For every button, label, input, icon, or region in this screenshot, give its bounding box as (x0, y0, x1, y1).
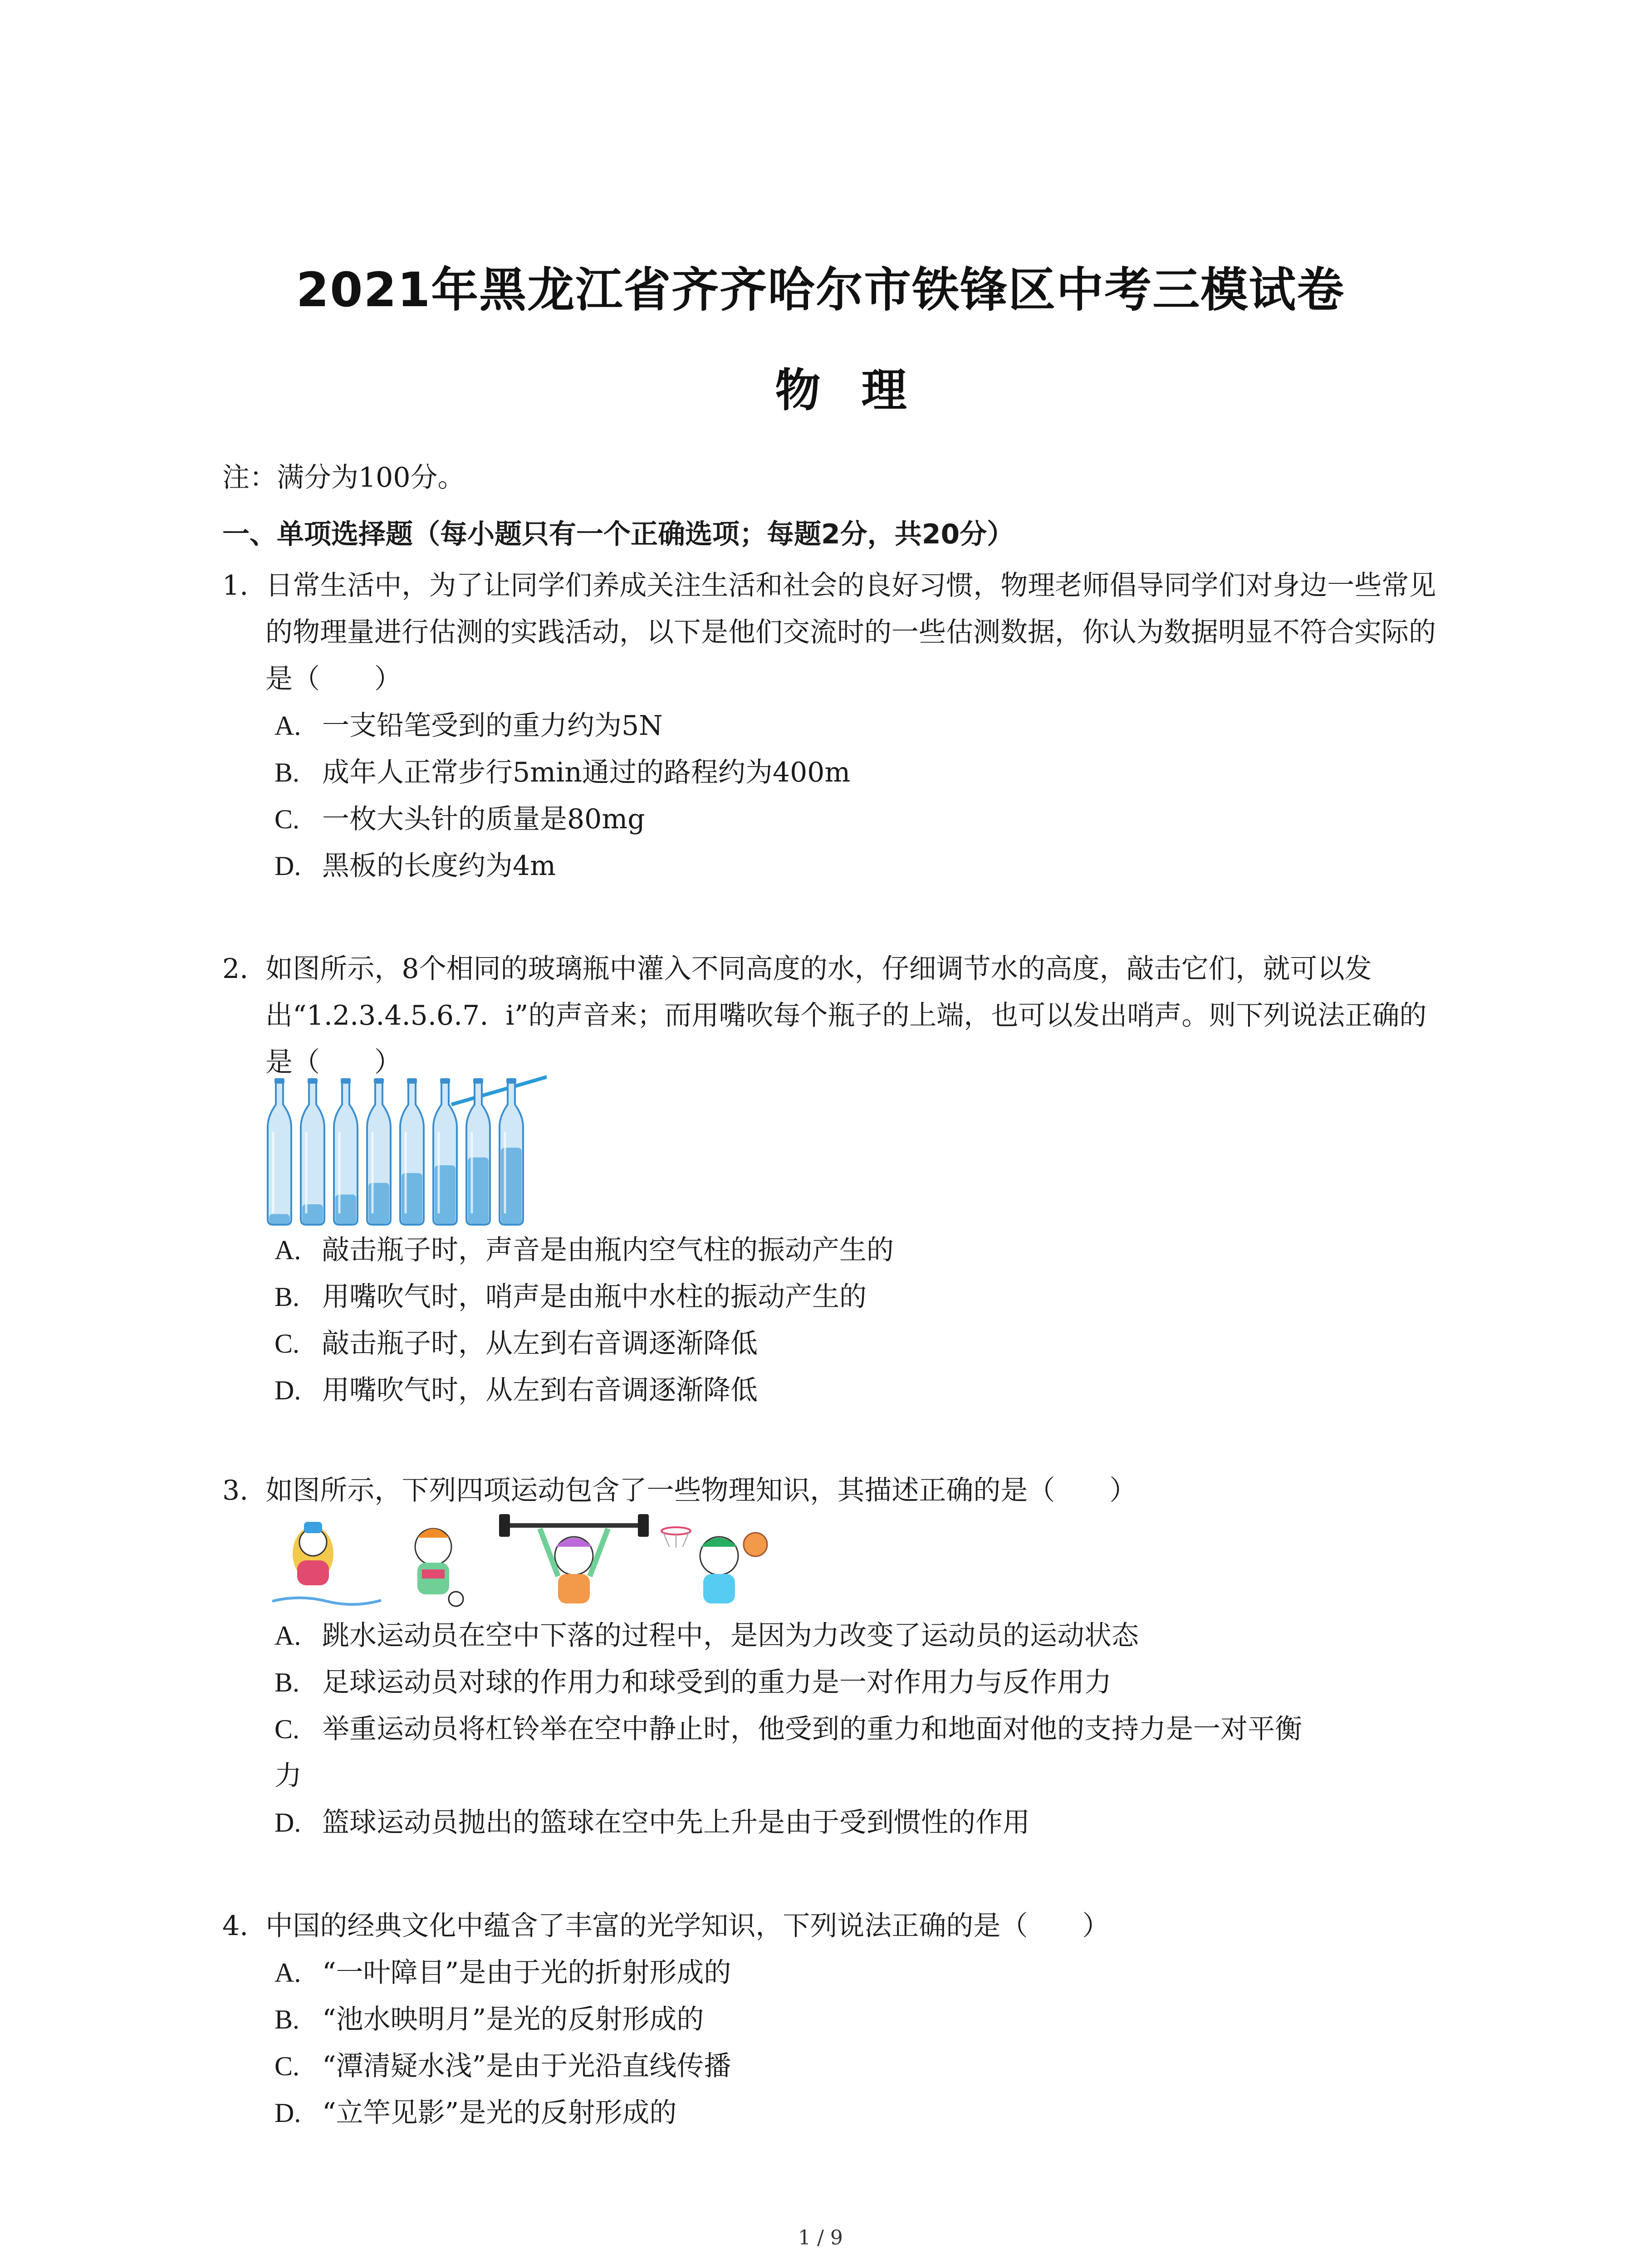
option-key: A. (274, 1958, 301, 1988)
option-d[interactable] (222, 2090, 1447, 2136)
weightlifter-mascot (499, 1514, 649, 1603)
option-key: C. (274, 804, 300, 834)
option-c[interactable] (222, 796, 1447, 843)
question-stem: 2. 如图所示，8个相同的玻璃瓶中灌入不同高度的水，仔细调节水的高度，敲击它们，就可以发出“1.2.3.4.5.6.7. i”的声音来；而用嘴吹每个瓶子的上端，也可以发出哨声。则下列说法正确的是（ ） (222, 953, 1427, 1078)
option-key: C. (274, 1714, 300, 1744)
glass-bottle (334, 1078, 358, 1225)
sports-mascots-figure (272, 1510, 780, 1608)
question-2 (222, 946, 1447, 1086)
question-stem: 1. 日常生活中，为了让同学们养成关注生活和社会的良好习惯，物理老师倡导同学们对身边一些常见的物理量进行估测的实践活动，以下是他们交流时的一些估测数据，你认为数据明显不符合实际的是（ ） (222, 570, 1436, 695)
option-c[interactable] (222, 1706, 1447, 1753)
option-a[interactable] (222, 703, 1447, 749)
glass-bottle (301, 1078, 324, 1225)
option-text: 力 (274, 1760, 302, 1792)
option-d[interactable] (222, 1367, 1447, 1414)
option-d[interactable] (222, 1799, 1447, 1846)
option-text: “一叶障目”是由于光的折射形成的 (322, 1957, 731, 1989)
option-text: 跳水运动员在空中下落的过程中，是因为力改变了运动员的运动状态 (322, 1620, 1139, 1652)
glass-bottle (500, 1078, 523, 1225)
water-column (269, 1214, 290, 1224)
option-c[interactable] (222, 1320, 1447, 1367)
question-3-options (222, 1613, 1447, 1846)
option-text: “潭清疑水浅”是由于光沿直线传播 (322, 2050, 731, 2082)
option-key: B. (274, 1282, 300, 1312)
bottle-group (268, 1078, 523, 1225)
score-note: 注：满分为100分。 (222, 462, 465, 494)
glass-bottle (268, 1078, 291, 1225)
glass-bottle (400, 1078, 424, 1225)
page-number: 1 / 9 (798, 2226, 843, 2249)
section-heading: 一、单项选择题（每小题只有一个正确选项；每题2分，共20分） (222, 518, 1014, 550)
option-key: D. (274, 1808, 301, 1838)
football-mascot (415, 1529, 463, 1606)
question-1 (222, 562, 1447, 890)
option-text: 敲击瓶子时，声音是由瓶内空气柱的振动产生的 (322, 1234, 894, 1266)
option-b[interactable] (222, 1274, 1447, 1320)
glass-bottle (367, 1078, 391, 1225)
option-b[interactable] (222, 1996, 1447, 2043)
glass-bottle (433, 1078, 457, 1225)
diver-mascot (272, 1522, 381, 1604)
option-text: 用嘴吹气时，哨声是由瓶中水柱的振动产生的 (322, 1281, 867, 1313)
option-text: “立竿见影”是光的反射形成的 (322, 2097, 677, 2129)
option-key: C. (274, 2051, 300, 2081)
subject-heading: 物理 (775, 364, 948, 417)
option-a[interactable] (222, 1950, 1447, 1996)
option-key: B. (274, 2004, 300, 2034)
option-c-continuation (222, 1753, 1447, 1799)
question-stem: 4. 中国的经典文化中蕴含了丰富的光学知识，下列说法正确的是（ ） (222, 1910, 1110, 1942)
option-key: D. (274, 1375, 301, 1405)
option-key: D. (274, 851, 301, 881)
option-text: 成年人正常步行5min通过的路程约为400m (322, 757, 851, 788)
option-key: D. (274, 2098, 301, 2128)
option-key: A. (274, 1621, 301, 1651)
question-3 (222, 1467, 1447, 1514)
option-b[interactable] (222, 1659, 1447, 1706)
option-key: A. (274, 1235, 301, 1265)
option-b[interactable] (222, 749, 1447, 796)
option-text: 敲击瓶子时，从左到右音调逐渐降低 (322, 1328, 758, 1359)
striking-stick (451, 1075, 547, 1105)
option-text: 一支铅笔受到的重力约为5N (322, 710, 663, 742)
option-text: 举重运动员将杠铃举在空中静止时，他受到的重力和地面对他的支持力是一对平衡 (322, 1713, 1302, 1745)
option-text: 用嘴吹气时，从左到右音调逐渐降低 (322, 1374, 758, 1406)
option-key: B. (274, 1667, 300, 1697)
option-a[interactable] (222, 1613, 1447, 1659)
question-stem: 3. 如图所示，下列四项运动包含了一些物理知识，其描述正确的是（ ） (222, 1475, 1137, 1506)
option-text: 篮球运动员抛出的篮球在空中先上升是由于受到惯性的作用 (322, 1807, 1030, 1838)
exam-title: 2021年黑龙江省齐齐哈尔市铁锋区中考三模试卷 (296, 262, 1345, 318)
glass-bottles-figure (265, 1073, 547, 1227)
option-text: 黑板的长度约为4m (322, 850, 556, 882)
question-4 (222, 1903, 1447, 2136)
option-key: C. (274, 1329, 300, 1359)
question-2-options (222, 1227, 1447, 1414)
option-text: “池水映明月”是光的反射形成的 (322, 2004, 704, 2035)
basketball-mascot (661, 1527, 767, 1603)
option-key: B. (274, 758, 300, 787)
option-a[interactable] (222, 1227, 1447, 1274)
option-key: A. (274, 711, 301, 741)
option-text: 足球运动员对球的作用力和球受到的重力是一对作用力与反作用力 (322, 1667, 1112, 1698)
option-c[interactable] (222, 2043, 1447, 2090)
option-d[interactable] (222, 843, 1447, 890)
option-text: 一枚大头针的质量是80mg (322, 803, 645, 835)
